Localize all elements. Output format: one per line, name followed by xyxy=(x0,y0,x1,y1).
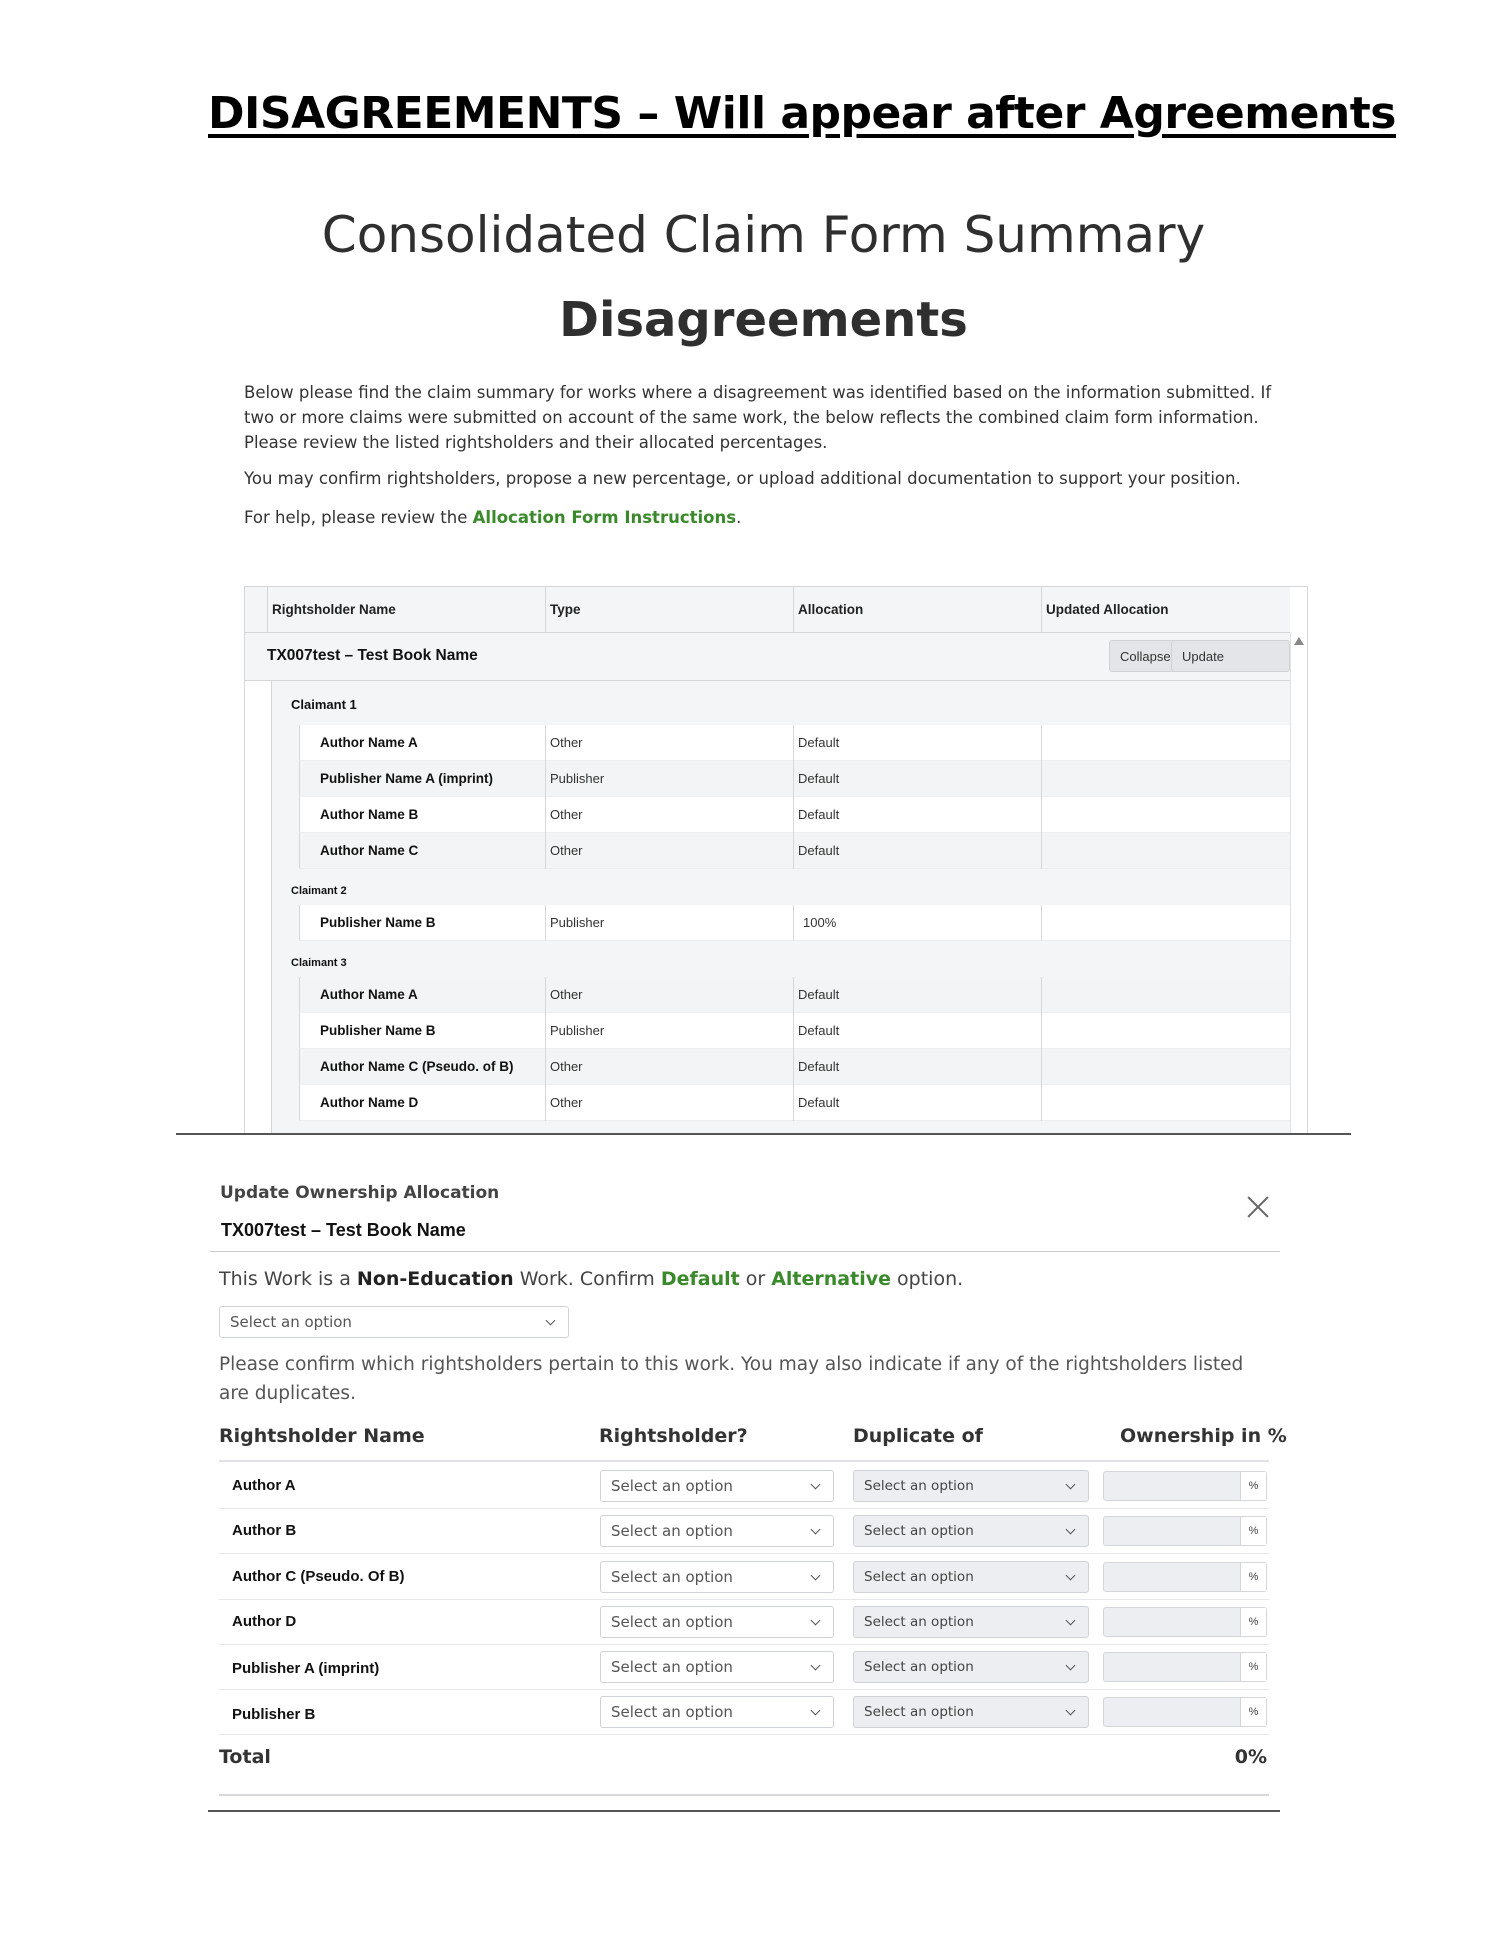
total-value: 0% xyxy=(1234,1746,1267,1768)
duplicate-select[interactable] xyxy=(853,1515,1089,1547)
summary-title: Consolidated Claim Form Summary xyxy=(321,206,1206,264)
select-value: Select an option xyxy=(611,1477,733,1495)
rightsholder-name: Publisher Name B xyxy=(320,915,436,930)
allocation-value: Default xyxy=(793,1013,1041,1049)
ownership-field xyxy=(1103,1652,1267,1682)
rightsholder-name: Publisher Name A (imprint) xyxy=(320,771,494,786)
updated-allocation-cell xyxy=(1041,725,1291,761)
updated-allocation-cell xyxy=(1041,797,1291,833)
chevron-down-icon xyxy=(811,1480,821,1490)
chevron-down-icon xyxy=(1066,1616,1076,1626)
updated-allocation-cell xyxy=(1041,1013,1291,1049)
updated-allocation-cell xyxy=(1041,761,1291,797)
header-updated-allocation: Updated Allocation xyxy=(1041,587,1290,633)
header-type: Type xyxy=(545,587,793,633)
rightsholder-row-name: Author B xyxy=(232,1522,297,1539)
select-value: Select an option xyxy=(611,1703,733,1721)
rightsholder-name: Author Name B xyxy=(320,807,419,822)
scroll-up-icon[interactable] xyxy=(1294,637,1304,645)
rightsholder-name: Author Name A xyxy=(320,987,418,1002)
col-rightsholder-name: Rightsholder Name xyxy=(219,1425,425,1447)
updated-allocation-cell xyxy=(1041,1085,1291,1121)
ownership-input[interactable] xyxy=(1104,1608,1240,1636)
allocation-value: Default xyxy=(793,725,1041,761)
allocation-value: Default xyxy=(793,833,1041,869)
rightsholder-select[interactable] xyxy=(600,1696,834,1728)
chevron-down-icon xyxy=(1066,1706,1076,1716)
duplicate-select[interactable] xyxy=(853,1651,1089,1683)
chevron-down-icon xyxy=(1066,1525,1076,1535)
rightsholder-name: Author Name D xyxy=(320,1095,419,1110)
rightsholder-select[interactable] xyxy=(600,1561,834,1593)
intro-options: You may confirm rightsholders, propose a new percentage, or upload additional documentation to support your position. xyxy=(244,469,1241,488)
grid-header xyxy=(245,587,1290,633)
chevron-down-icon xyxy=(811,1525,821,1535)
ownership-field xyxy=(1103,1607,1267,1637)
default-option-text: Default xyxy=(660,1268,740,1290)
header-rightsholder-name: Rightsholder Name xyxy=(267,587,493,633)
row-divider xyxy=(219,1599,1269,1600)
option-select-value: Select an option xyxy=(230,1313,352,1331)
claimant-label: Claimant 2 xyxy=(291,885,347,897)
rightsholder-type: Publisher xyxy=(545,905,793,941)
modal-divider xyxy=(210,1251,1280,1252)
table-row[interactable] xyxy=(299,977,1290,1013)
claim-summary-panel xyxy=(176,176,1351,1134)
intro-paragraph: Below please find the claim summary for works where a disagreement was identified based on the information submitted. If two or more claims were submitted on account of the same work, the below reflects the combined claim form information. Please review the listed rightsholders and their allocated percentages. xyxy=(244,383,1272,452)
select-value: Select an option xyxy=(611,1568,733,1586)
allocation-value: Default xyxy=(793,1085,1041,1121)
duplicate-select[interactable] xyxy=(853,1696,1089,1728)
rightsholder-type: Other xyxy=(545,725,793,761)
row-divider xyxy=(219,1689,1269,1690)
page-heading: DISAGREEMENTS – Will appear after Agreements xyxy=(208,88,1396,139)
table-row[interactable] xyxy=(299,725,1290,761)
header-allocation: Allocation xyxy=(793,587,1041,633)
intro-help xyxy=(244,505,1294,530)
row-divider xyxy=(219,1508,1269,1509)
duplicate-select[interactable] xyxy=(853,1606,1089,1638)
select-value: Select an option xyxy=(611,1522,733,1540)
chevron-down-icon xyxy=(811,1571,821,1581)
rightsholder-select[interactable] xyxy=(600,1606,834,1638)
ownership-field xyxy=(1103,1697,1267,1727)
total-label: Total xyxy=(219,1746,271,1768)
claimant-label: Claimant 1 xyxy=(291,697,357,712)
work-text-part: option. xyxy=(891,1268,964,1290)
allocation-instructions-link[interactable]: Allocation Form Instructions xyxy=(472,508,737,527)
chevron-down-icon xyxy=(1066,1661,1076,1671)
header-divider xyxy=(219,1460,1269,1462)
work-title: TX007test – Test Book Name xyxy=(267,647,478,664)
ownership-input[interactable] xyxy=(1104,1698,1240,1726)
chevron-down-icon xyxy=(811,1706,821,1716)
rightsholder-type: Publisher xyxy=(545,761,793,797)
rightsholder-type: Other xyxy=(545,977,793,1013)
collapse-button[interactable]: Collapse xyxy=(1109,640,1182,672)
ownership-input[interactable] xyxy=(1104,1517,1240,1545)
updated-allocation-cell xyxy=(1041,833,1291,869)
rightsholder-select[interactable] xyxy=(600,1470,834,1502)
row-divider xyxy=(219,1734,1269,1735)
summary-subtitle: Disagreements xyxy=(559,292,968,348)
chevron-down-icon xyxy=(1066,1571,1076,1581)
modal-work-name: TX007test – Test Book Name xyxy=(221,1220,466,1240)
chevron-down-icon xyxy=(546,1316,556,1326)
rightsholder-row-name: Publisher B xyxy=(232,1706,316,1723)
updated-allocation-cell xyxy=(1041,1049,1291,1085)
work-text-part: or xyxy=(739,1268,772,1290)
chevron-down-icon xyxy=(811,1616,821,1626)
select-value: Select an option xyxy=(864,1569,974,1585)
allocation-value: Default xyxy=(793,761,1041,797)
total-divider xyxy=(219,1794,1269,1796)
ownership-field xyxy=(1103,1562,1267,1592)
work-group-row xyxy=(245,633,1290,681)
ownership-field xyxy=(1103,1471,1267,1501)
rightsholder-type: Other xyxy=(545,833,793,869)
modal-title: Update Ownership Allocation xyxy=(220,1183,500,1203)
help-suffix: . xyxy=(736,508,742,527)
table-row[interactable] xyxy=(299,1085,1290,1121)
work-type-text xyxy=(219,1268,963,1290)
chevron-down-icon xyxy=(811,1661,821,1671)
allocation-value: Default xyxy=(793,1049,1041,1085)
ownership-field xyxy=(1103,1516,1267,1546)
chevron-down-icon xyxy=(1066,1480,1076,1490)
col-duplicate-of: Duplicate of xyxy=(853,1425,983,1447)
rightsholder-type: Other xyxy=(545,797,793,833)
option-select[interactable] xyxy=(219,1306,569,1338)
rightsholder-row-name: Author D xyxy=(232,1613,297,1630)
ownership-input[interactable] xyxy=(1104,1653,1240,1681)
rightsholder-select[interactable] xyxy=(600,1515,834,1547)
rightsholder-type: Other xyxy=(545,1085,793,1121)
percent-suffix: % xyxy=(1240,1472,1266,1500)
updated-allocation-cell xyxy=(1041,977,1291,1013)
work-type-bold: Non-Education xyxy=(356,1268,514,1290)
rightsholder-row-name: Author A xyxy=(232,1477,296,1494)
col-ownership: Ownership in % xyxy=(1120,1425,1287,1447)
rightsholder-type: Other xyxy=(545,1049,793,1085)
claimant-label: Claimant 3 xyxy=(291,957,347,969)
allocation-value: Default xyxy=(793,977,1041,1013)
updated-allocation-cell xyxy=(1041,905,1291,941)
work-text-part: This Work is a xyxy=(219,1268,357,1290)
select-value: Select an option xyxy=(864,1478,974,1494)
percent-suffix: % xyxy=(1240,1698,1266,1726)
alternative-option-text: Alternative xyxy=(771,1268,891,1290)
select-value: Select an option xyxy=(864,1659,974,1675)
rightsholder-name: Author Name A xyxy=(320,735,418,750)
duplicate-select[interactable] xyxy=(853,1561,1089,1593)
select-value: Select an option xyxy=(864,1523,974,1539)
percent-suffix: % xyxy=(1240,1653,1266,1681)
rightsholder-type: Publisher xyxy=(545,1013,793,1049)
percent-suffix: % xyxy=(1240,1563,1266,1591)
row-divider xyxy=(219,1553,1269,1554)
ownership-input[interactable] xyxy=(1104,1563,1240,1591)
select-value: Select an option xyxy=(611,1613,733,1631)
percent-suffix: % xyxy=(1240,1517,1266,1545)
table-row[interactable] xyxy=(299,1049,1290,1085)
rightsholder-name: Publisher Name B xyxy=(320,1023,436,1038)
confirm-instructions: Please confirm which rightsholders pertain to this work. You may also indicate if any of the rightsholders listed are duplicates. xyxy=(219,1354,1244,1404)
section-divider xyxy=(176,1133,1351,1135)
duplicate-select[interactable] xyxy=(853,1470,1089,1502)
rightsholder-select[interactable] xyxy=(600,1651,834,1683)
rightsholder-name: Author Name C (Pseudo. of B) xyxy=(320,1059,514,1074)
table-row[interactable] xyxy=(299,905,1290,941)
col-rightsholder: Rightsholder? xyxy=(599,1425,748,1447)
update-allocation-button[interactable]: Update xyxy=(1171,640,1290,672)
rightsholder-row-name: Publisher A (imprint) xyxy=(232,1660,380,1677)
table-row[interactable] xyxy=(299,1013,1290,1049)
work-text-part: Work. Confirm xyxy=(513,1268,661,1290)
table-row[interactable] xyxy=(299,761,1290,797)
rightsholder-name: Author Name C xyxy=(320,843,419,858)
allocation-value: Default xyxy=(793,797,1041,833)
select-value: Select an option xyxy=(864,1704,974,1720)
ownership-input[interactable] xyxy=(1104,1472,1240,1500)
select-value: Select an option xyxy=(864,1614,974,1630)
row-divider xyxy=(219,1644,1269,1645)
help-prefix: For help, please review the xyxy=(244,508,473,527)
allocation-value: 100% xyxy=(793,905,1041,941)
table-row[interactable] xyxy=(299,833,1290,869)
close-icon[interactable] xyxy=(1244,1193,1272,1221)
section-divider xyxy=(208,1810,1280,1812)
select-value: Select an option xyxy=(611,1658,733,1676)
table-row[interactable] xyxy=(299,797,1290,833)
grid-scrollbar[interactable] xyxy=(1290,633,1307,1134)
claims-grid xyxy=(244,586,1308,1134)
rightsholder-row-name: Author C (Pseudo. Of B) xyxy=(232,1568,405,1585)
percent-suffix: % xyxy=(1240,1608,1266,1636)
